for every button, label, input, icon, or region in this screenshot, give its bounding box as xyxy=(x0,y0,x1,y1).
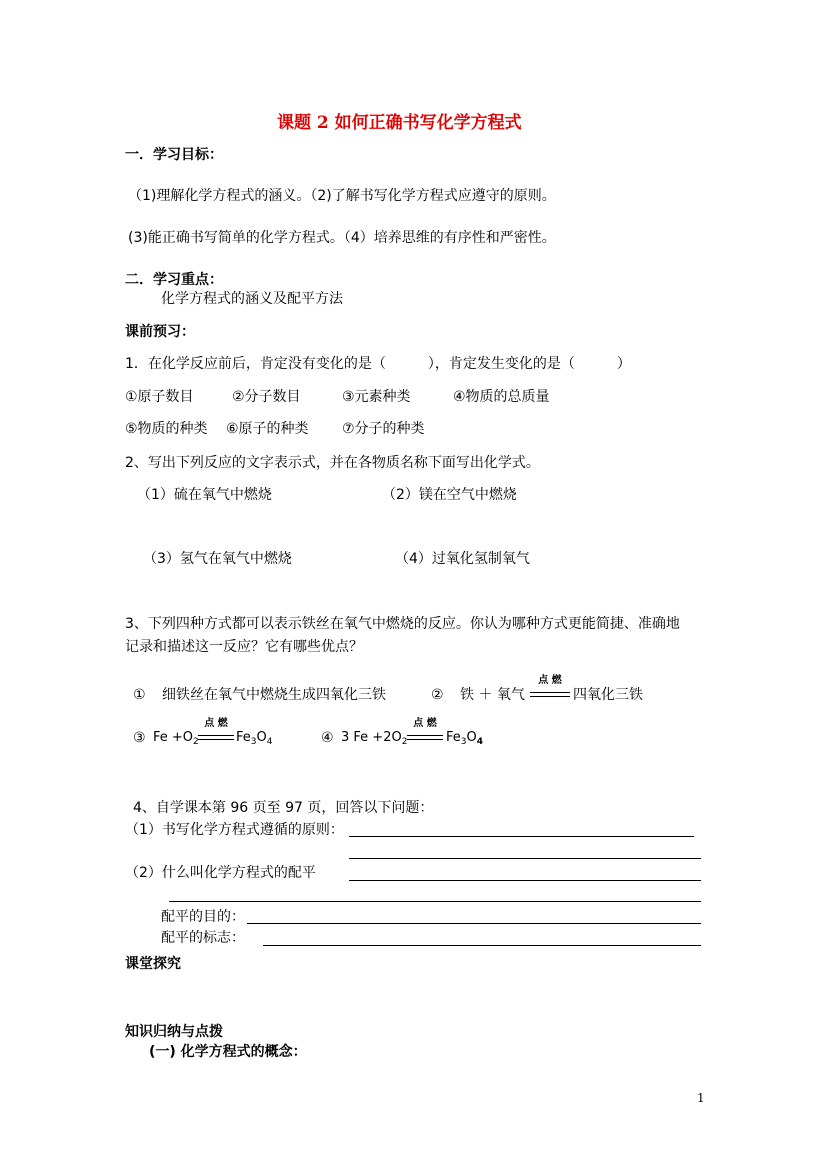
question-2-c: （3）氢气在氧气中燃烧 xyxy=(143,551,292,567)
method-2-right: 四氧化三铁 xyxy=(573,687,643,703)
question-2-b: （2）镁在空气中燃烧 xyxy=(382,487,517,503)
method-2-left: 铁 ＋ 氧气 xyxy=(460,687,525,703)
question-1: 1．在化学反应前后，肯定没有变化的是（ ），肯定发生变化的是（ ） xyxy=(125,356,631,372)
page-title: 课题 2 如何正确书写化学方程式 xyxy=(277,113,522,133)
option-2: ②分子数目 xyxy=(232,389,301,405)
method-3-equal-sign xyxy=(198,735,234,740)
section-goals-heading: 一．学习目标： xyxy=(125,147,223,163)
classroom-heading: 课堂探究 xyxy=(125,956,181,972)
knowledge-heading: 知识归纳与点拨 xyxy=(125,1024,223,1040)
question-3-line-2: 记录和描述这一反应？它有哪些优点？ xyxy=(125,639,363,655)
method-4-right: $Fe_3O_4$ xyxy=(446,730,483,747)
method-4-left: 3 $Fe +2O_2$ xyxy=(341,730,408,747)
preview-heading: 课前预习： xyxy=(125,324,195,340)
method-2-equal-sign xyxy=(530,692,570,697)
option-4: ④物质的总质量 xyxy=(453,389,550,405)
knowledge-subheading: (一) 化学方程式的概念： xyxy=(149,1044,307,1060)
option-1: ①原子数目 xyxy=(125,389,194,405)
question-4-d: 配平的标志： xyxy=(161,930,245,946)
method-3-number: ③ xyxy=(133,730,146,746)
method-2-number: ② xyxy=(431,687,444,703)
method-1-number: ① xyxy=(133,687,146,703)
method-3-condition: 点 燃 xyxy=(204,718,228,729)
question-4-c: 配平的目的： xyxy=(161,909,245,925)
method-4-condition: 点 燃 xyxy=(413,718,437,729)
option-7: ⑦分子的种类 xyxy=(342,421,425,437)
method-2-condition: 点 燃 xyxy=(538,675,562,686)
goals-line-1: （1)理解化学方程式的涵义。（2)了解书写化学方程式应遵守的原则。 xyxy=(128,188,556,204)
method-3-right: $Fe_3O_4$ xyxy=(236,730,273,747)
answer-line-4b[interactable] xyxy=(349,880,701,881)
method-3-left: $Fe +O_2$ xyxy=(153,730,199,747)
answer-line-4b-2[interactable] xyxy=(169,901,701,902)
question-2-d: （4）过氧化氢制氧气 xyxy=(395,551,530,567)
question-4-b: （2）什么叫化学方程式的配平 xyxy=(125,865,316,881)
question-4-a: （1）书写化学方程式遵循的原则： xyxy=(125,822,344,838)
method-4-number: ④ xyxy=(321,730,334,746)
option-3: ③元素种类 xyxy=(342,389,411,405)
method-1-text: 细铁丝在氧气中燃烧生成四氧化三铁 xyxy=(162,687,386,703)
answer-line-4c[interactable] xyxy=(247,923,701,924)
answer-line-4a[interactable] xyxy=(349,836,694,837)
section-focus-heading: 二．学习重点： xyxy=(125,272,223,288)
option-5: ⑤物质的种类 xyxy=(125,421,208,437)
question-3-line-1: 3、下列四种方式都可以表示铁丝在氧气中燃烧的反应。你认为哪种方式更能简捷、准确地 xyxy=(125,616,680,632)
option-6: ⑥原子的种类 xyxy=(226,421,309,437)
question-4: 4、自学课本第 96 页至 97 页，回答以下问题： xyxy=(133,800,434,816)
method-4-equal-sign xyxy=(407,735,443,740)
question-2: 2、写出下列反应的文字表示式，并在各物质名称下面写出化学式。 xyxy=(125,455,540,471)
page-number: 1 xyxy=(697,1091,705,1105)
goals-line-2: (3)能正确书写简单的化学方程式。（4）培养思维的有序性和严密性。 xyxy=(128,230,556,246)
answer-line-4d[interactable] xyxy=(263,945,701,946)
focus-line-1: 化学方程式的涵义及配平方法 xyxy=(161,291,343,307)
answer-line-4a-2[interactable] xyxy=(349,858,701,859)
question-2-a: （1）硫在氧气中燃烧 xyxy=(137,487,272,503)
